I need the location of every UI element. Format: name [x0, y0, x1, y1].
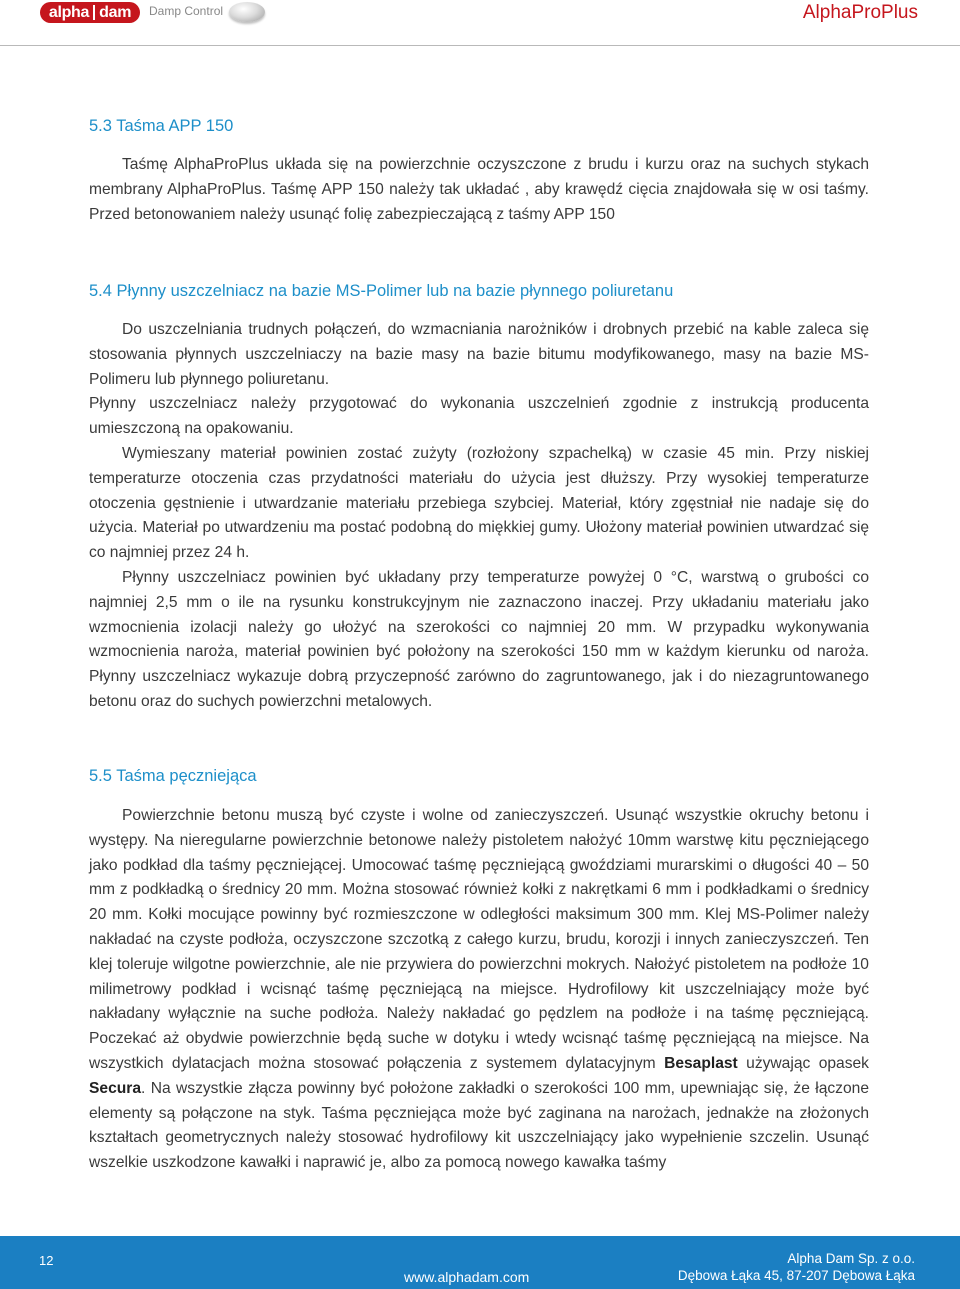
product-name: AlphaProPlus — [802, 2, 918, 23]
logo-part-dam: dam — [99, 3, 132, 21]
header-divider — [0, 45, 960, 46]
brand-besaplast: Besaplast — [664, 1054, 738, 1072]
paragraph-text: Powierzchnie betonu muszą być czyste i wolne od zanieczyszczeń. Usunąć wszystkie okruchy betonu i występy. Na nieregularne powierzchnie betonowe należy pistoletem nałożyć 10mm warstwę kitu pęczniejącego jako podkład dla taśmy pęczniejącej. Umocować taśmę pęczniejącą gwoździami murarskimi o długości 40 – 50 mm z podkładką o średnicy 20 mm. Można stosować również kołki z nakrętkami 6 mm i podkładkami o średnicy 20 mm. Kołki mocujące powinny być rozmieszczone w odległości maksimum 300 mm. Klej MS-Polimer należy nakładać na czyste podłoża, oczyszczone szczotką z całego kurzu, brudu, korozji i innych zanieczyszczeń. Ten klej toleruje wilgotne powierzchnie, ale nie przywiera do powierzchni mokrych. Nałożyć pistoletem na podłoże 10 milimetrowy podkład i wcisnąć taśmę pęczniejącą na miejsce. Hydrofilowy kit uszczelniający może być nakładany wyłącznie na suche podłoża. Należy nakładać go pędzlem na podłoże i na taśmę pęczniejącą. Poczekać aż obydwie powierzchnie będą suche w dotyku i wtedy wcisnąć taśmę pęczniejącą na miejsce. Na wszystkich dylatacjach można stosować połączenia z systemem dylatacyjnym — [89, 807, 869, 1072]
section-title-5-4: 5.4 Płynny uszczelniacz na bazie MS-Polimer lub na bazie płynnego poliuretanu — [89, 282, 674, 300]
page-number: 12 — [39, 1253, 54, 1268]
section-5-4-body — [89, 318, 869, 715]
alphadam-logo[interactable] — [40, 2, 140, 23]
company-address: Dębowa Łąka 45, 87-207 Dębowa Łąka — [677, 1268, 915, 1283]
paragraph: Płynny uszczelniacz należy przygotować do wykonania uszczelnień zgodnie z instrukcją producenta umieszczoną na opakowaniu. — [89, 395, 869, 438]
page-header — [0, 0, 960, 40]
website-link[interactable]: www.alphadam.com — [404, 1269, 530, 1285]
brand-secura: Secura — [89, 1079, 142, 1097]
logo-part-alpha: alpha — [48, 3, 90, 21]
paragraph: Taśmę AlphaProPlus układa się na powierzchnie oczyszczone z brudu i kurzu oraz na suchych stykach membrany AlphaProPlus. Taśmę APP 150 należy tak układać , aby krawędź cięcia znajdowała się w osi taśmy. Przed betonowaniem należy usunąć folię zabezpieczającą z taśmy APP 150 — [89, 156, 869, 223]
logo-subtitle: Damp Control — [149, 4, 224, 18]
paragraph: Do uszczelniania trudnych połączeń, do wzmacniania narożników i drobnych przebić na kable zaleca się stosowania płynnych uszczelniaczy na bazie masy na bazie bitumu modyfikowanego, masy na bazie MS-Polimeru lub płynnego poliuretanu. — [89, 321, 869, 388]
water-drop-icon — [229, 2, 265, 22]
section-title-5-3: 5.3 Taśma APP 150 — [89, 117, 234, 135]
company-info — [678, 1250, 915, 1284]
company-name: Alpha Dam Sp. z o.o. — [787, 1251, 915, 1266]
section-5-3-body — [89, 153, 869, 227]
paragraph: Płynny uszczelniacz powinien być układany przy temperaturze powyżej 0 °C, warstwą o grubości co najmniej 2,5 mm o ile na rysunku konstrukcyjnym nie zaznaczono inaczej. Przy układaniu materiału jako wzmocnienia izolacji należy go ułożyć na szerokości co najmniej 20 mm. W przypadku wykonywania wzmocnienia naroża, materiał powinien być położony na szerokości 150 mm w każdym kierunku od naroża. Płynny uszczelniacz wykazuje dobrą przyczepność zarówno do zagruntowanego, jak i do niezagruntowanego betonu oraz do suchych powierzchni metalowych. — [89, 568, 869, 710]
section-5-5-body — [89, 804, 869, 1176]
logo-separator — [93, 5, 95, 20]
paragraph-text: . Na wszystkie złącza powinny być położone zakładki o szerokości 100 mm, upewniając się, że łączone elementy są połączone na styk. Taśma pęczniejąca może być zaginana na narożach, jednakże na złożonych kształtach geometrycznych należy stosować hydrofilowy kit uszczelniający jako wypełnienie szczelin. Usunąć wszelkie uszkodzone kawałki i naprawić je, albo za pomocą nowego kawałka taśmy — [89, 1079, 869, 1172]
paragraph: Wymieszany materiał powinien zostać zużyty (rozłożony szpachelką) w czasie 45 min. Przy niskiej temperaturze otoczenia czas przydatności materiału do użycia jest dłuższy. Przy wysokiej temperaturze otoczenia gęstnienie i utwardzanie materiału przebiega szybciej. Materiał, który zgęstniał nie nadaje się do użycia. Materiał po utwardzeniu ma postać podobną do miękkiej gumy. Ułożony materiał powinien utwardzać się co najmniej przez 24 h. — [89, 444, 869, 562]
section-title-5-5: 5.5 Taśma pęczniejąca — [89, 767, 257, 785]
page-footer — [0, 1236, 960, 1289]
paragraph-text: używając opasek — [746, 1054, 869, 1072]
paragraph — [89, 804, 869, 1176]
